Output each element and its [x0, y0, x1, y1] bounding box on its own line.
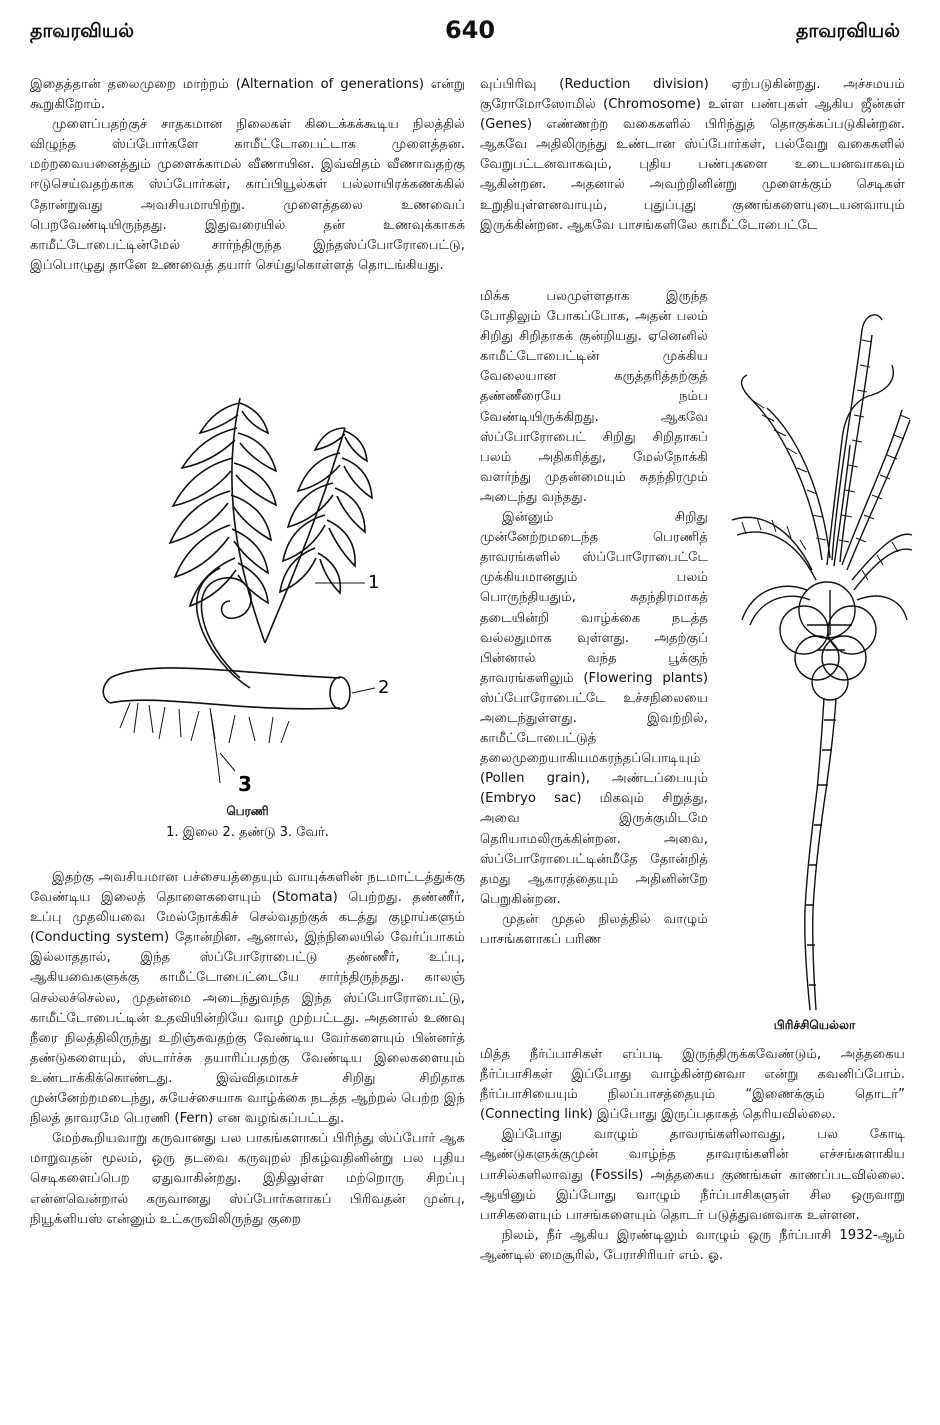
fern-label-3: 3	[238, 772, 252, 796]
running-header-right: தாவரவியல்	[796, 20, 900, 42]
page-number: 640	[444, 16, 496, 44]
fern-figure-title: பெரணி	[226, 804, 269, 818]
rhizome	[103, 668, 350, 709]
left-column-top	[30, 75, 465, 276]
right-column-narrow	[480, 287, 708, 950]
paragraph: இப்போது வாழும் தாவரங்களிலாவது, பல கோடி ஆண்டுகளுக்குமுன் வாழ்ந்த தாவரங்களின் எச்சங்களாகிய பாசில்களிலாவது (Fossils) அத்தகைய குணங்கள் காணப்படவில்லை. ஆயினும் இப்போது வாழும் நீர்ப்பாசிகளுள் சில ஒருவாறு பாசிகளையும் பாசங்களையும் தொடர் படுத்துவனவாக உள்ளன.	[480, 1127, 905, 1223]
left-column-bottom	[30, 868, 465, 1230]
right-frond-pinnae	[280, 428, 372, 593]
right-column-bottom	[480, 1045, 905, 1266]
upright-branches	[732, 315, 912, 625]
left-frond-pinnae	[170, 403, 276, 606]
paragraph: மேற்கூறியவாறு கருவானது பல பாகங்களாகப் பிரிந்து ஸ்ப்போர் ஆக மாறுவதன் மூலம், ஒரு தடவை கருவுறல் நிகழ்வதினின்று பல புதிய செடிகளைப்பெற ஏதுவாகின்றது. இதிலுள்ள மற்றொரு சிறப்பு என்னவென்றால் கருவானது ஸ்ப்போர்களாகப் பிரிவதன் முன்பு, நியூக்ளியஸ் என்னும் உட்கருவிலிருந்து குறை	[30, 1131, 465, 1227]
paragraph: இதைத்தான் தலைமுறை மாற்றம் (Alternation of generations) என்று கூறுகிறோம்.	[30, 77, 465, 113]
fritschiella-illustration	[712, 290, 917, 1030]
paragraph: மிக்க பலமுள்ளதாக இருந்த போதிலும் போகப்போக, அதன் பலம் சிறிது சிறிதாகக் குன்றியது. ஏனெனில் காமீட்டோபைட்டின் முக்கிய வேலையான கருத்தரித்தற்குத் தண்ணீரையே நம்ப வேண்டியிருக்கிறது. ஆகவே ஸ்ப்போரோபைட் சிறிது சிறிதாகப் பலம் அதிகரித்து, மேல்நோக்கி வளர்ந்து முதன்மையும் சுதந்திரமும் அடைந்து வந்தது.	[480, 289, 708, 505]
fern-label-2: 2	[378, 677, 390, 698]
paragraph: இதற்கு அவசியமான பச்சையத்தையும் வாயுக்களின் நடமாட்டத்துக்கு வேண்டிய இலைத் தொளைகளையும் (Stomata) பெற்றது. தண்ணீர், உப்பு முதலியவை மேல்நோக்கிச் செல்வதற்குக் கடத்து குழாய்களும் (Conducting system) தோன்றின. ஆனால், இந்நிலையில் வேர்ப்பாகம் இல்லாததால், இந்த ஸ்ப்போரோபைட்டு தண்ணீர், உப்பு, ஆகியவைகளுக்கு காமீட்டோபைட்டையே சார்ந்திருந்தது. காலஞ் செல்லச்செல்ல, முதன்மை அடைந்துவந்த இந்த ஸ்ப்போரோபைட்டு, காமீட்டோபைட்டின் உதவியின்றியே வாழ முற்பட்டது. அதனால் உணவு நீரை நிலத்திலிருந்து உறிஞ்சுவதற்கு வேண்டிய வேர்களையும் பின்னர்த் தண்டுகளையும், ஸ்டார்ச்சு தயாரிப்பதற்கு வேண்டிய இலைகளையும் உண்டாக்கிக்கொண்டது. இவ்விதமாகச் சிறிது சிறிதாக முன்னேற்றமடைந்து, சுயேச்சையாக வாழ்க்கை நடத்த ஆற்றல் பெற்ற இந் நிலத் தாவரமே பெரணி (Fern) என வழங்கப்பட்டது.	[30, 870, 465, 1127]
paragraph: முதன் முதல் நிலத்தில் வாழும் பாசங்களாகப் பரிண	[480, 911, 708, 947]
paragraph: முளைப்பதற்குச் சாதகமான நிலைகள் கிடைக்கக்கூடிய நிலத்தில் விழுந்த ஸ்ப்போர்களே காமீட்டோபைட்டாக முளைத்தன. மற்றவையனைத்தும் முளைக்காமல் வீணாயின. இவ்விதம் வீணாவதற்கு ஈடுசெய்வதற்காக ஸ்ப்போர்கள், காப்பியூல்கள் பல்லாயிரக்கணக்கில் தோன்றுவது அவசியமாயிற்று. முளைத்தலை உணவைப் பெறவேண்டியிருந்தது. இதுவரையில் தன் உணவுக்காகக் காமீட்டோபைட்டின்மேல் சார்ந்திருந்த இந்தஸ்ப்போரோபைட்டு, இப்பொழுது தானே உணவைத் தயார் செய்துகொள்ளத் தொடங்கியது.	[30, 117, 465, 273]
fern-figure-caption	[30, 800, 465, 844]
paragraph: மித்த நீர்ப்பாசிகள் எப்படி இருந்திருக்கவேண்டும், அத்தகைய நீர்ப்பாசிகள் இப்போது வாழ்கின்றனவா என்று கவனிப்போம். நீர்ப்பாசியையும் நிலப்பாசத்தையும் “இணைக்கும் தொடர்” (Connecting link) இப்போது இருப்பதாகத் தெரியவில்லை.	[480, 1047, 905, 1123]
rhizoid	[805, 698, 836, 1010]
paragraph: வுப்பிரிவு (Reduction division) ஏற்படுகின்றது. அச்சமயம் குரோமோஸோமில் (Chromosome) உள்ள பண்புகள் ஆகிய ஜீன்கள் (Genes) எண்ணற்ற வகைகளில் பிரிந்துத் தொகுக்கப்படுகின்றன. ஆகவே அதிலிருந்து உண்டான ஸ்ப்போர்கள், பல்வேறு வகைகளில் வேறுபட்டனவாகவும், புதிய பண்புகளை உடையனவாகவும் ஆகின்றன. அதனால் அவற்றினின்று முளைக்கும் செடிகள் உறுதியுள்ளனவாயும், புதுப்புது குணங்களையுடையனவாயும் இருக்கின்றன. ஆகவே பாசங்களிலே காமீட்டோபைட்டே	[480, 77, 905, 233]
fern-label-1: 1	[368, 572, 380, 593]
fern-illustration	[90, 343, 390, 798]
fritschiella-figure-caption: பிரிச்சியெல்லா	[773, 1018, 856, 1032]
paragraph: நிலம், நீர் ஆகிய இரண்டிலும் வாழும் ஒரு நீர்ப்பாசி 1932-ஆம் ஆண்டில் மைசூரில், பேராசிரியர் எம். ஓ.	[480, 1227, 905, 1263]
basal-cluster	[780, 582, 876, 700]
right-column-top	[480, 75, 905, 236]
running-header-left: தாவரவியல்	[30, 20, 134, 42]
paragraph: இன்னும் சிறிது முன்னேற்றமடைந்த பெரணித் தாவரங்களில் ஸ்ப்போரோபைட்டே முக்கியமானதும் பலம் பொருந்தியதும், சுதந்திரமாகத் தடையின்றி வாழ்க்கை நடத்த வல்லதுமாக வுள்ளது. அதற்குப் பின்னால் வந்த பூக்குந் தாவரங்களிலும் (Flowering plants) ஸ்ப்போரோபைட்டே உச்சநிலையை அடைந்துள்ளது. இவற்றில், காமீட்டோபைட்டுத் தலைமுறையாகியமகரந்தப்பொடியும் (Pollen grain), அண்டப்பையும் (Embryo sac) மிகவும் சிறுத்து, அவை இருக்குமிடமே தெரியாமலிருக்கின்றன. அவை, ஸ்ப்போரோபைட்டின்மீதே தோன்றித் தமது ஆகாரத்தையும் அதினின்றே பெறுகின்றன.	[480, 510, 708, 907]
roots	[120, 703, 289, 783]
fern-figure-legend: 1. இலை 2. தண்டு 3. வேர்.	[166, 825, 329, 840]
left-frond-rachis	[232, 398, 265, 643]
